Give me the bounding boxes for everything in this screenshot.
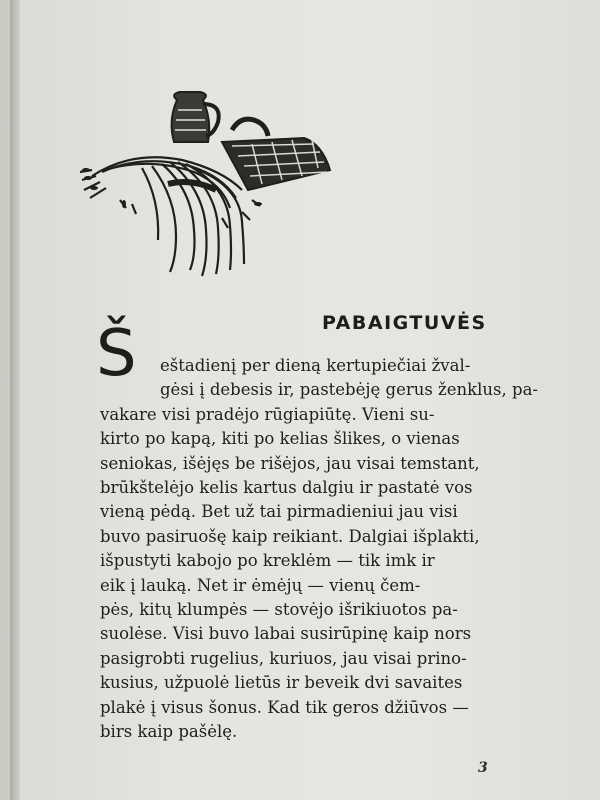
text-line: vakare visi pradėjo rūgiapiūtę. Vieni su- bbox=[100, 404, 435, 424]
drop-cap: Š bbox=[96, 317, 137, 391]
text-line: eštadienį per dieną kertupiečiai žval- bbox=[160, 356, 471, 375]
text-line: eik į lauką. Net ir ėmėjų — vienų čem- bbox=[100, 575, 421, 595]
text-line: gėsi į debesis ir, pastebėję gerus ženklus, pa- bbox=[160, 380, 538, 400]
text-line: birs kaip pašėlę. bbox=[100, 722, 238, 741]
text-line: išpustyti kabojo po kreklėm — tik imk ir bbox=[100, 551, 435, 571]
text-line: vieną pėdą. Bet už tai pirmadieniui jau visi bbox=[100, 502, 458, 522]
text-line: brūkštelėjo kelis kartus dalgiu ir pastatė vos bbox=[100, 478, 473, 497]
page-number: 3 bbox=[478, 760, 488, 776]
chapter-title: PABAIGTUVĖS bbox=[322, 312, 487, 334]
book-page bbox=[10, 0, 600, 800]
text-line: seniokas, išėjęs be rišėjos, jau visai temstant, bbox=[100, 453, 480, 473]
text-line: pės, kitų klumpės — stovėjo išrikiuotos pa- bbox=[100, 600, 458, 619]
text-line: plakė į visus šonus. Kad tik geros džiūvos — bbox=[100, 697, 469, 717]
text-line: pasigrobti rugelius, kuriuos, jau visai prino- bbox=[100, 648, 467, 668]
text-line: kirto po kapą, kiti po kelias šlikes, o vienas bbox=[100, 429, 460, 449]
harvest-still-life-icon bbox=[72, 80, 342, 280]
text-line: suolėse. Visi buvo labai susirūpinę kaip nors bbox=[100, 624, 472, 644]
text-line: buvo pasiruošę kaip reikiant. Dalgiai išplakti, bbox=[100, 526, 480, 546]
text-line: kusius, užpuolė lietūs ir beveik dvi savaites bbox=[100, 673, 463, 693]
page-gutter bbox=[10, 0, 20, 800]
